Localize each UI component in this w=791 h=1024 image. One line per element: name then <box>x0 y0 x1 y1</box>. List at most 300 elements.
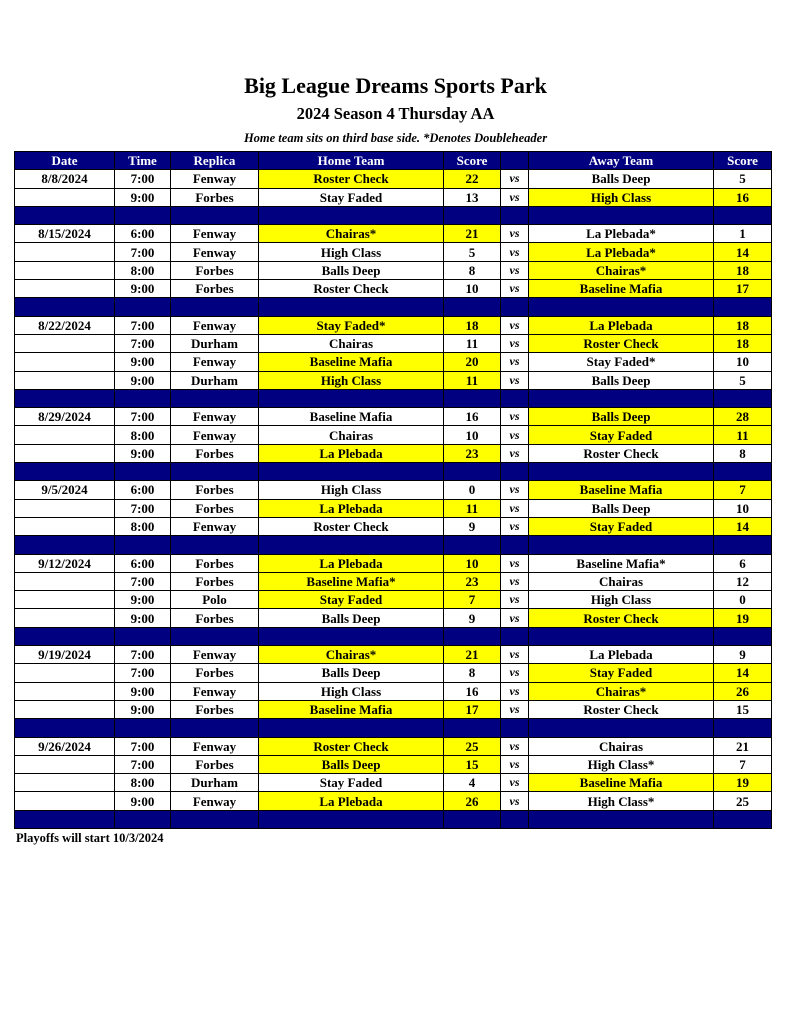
game-date <box>15 426 115 444</box>
away-team: High Class* <box>529 792 714 810</box>
vs-label: vs <box>501 316 529 334</box>
game-date: 9/12/2024 <box>15 554 115 572</box>
separator-cell <box>259 298 444 316</box>
separator-cell <box>15 536 115 554</box>
week-separator <box>15 206 772 224</box>
away-team: Stay Faded* <box>529 353 714 371</box>
vs-label: vs <box>501 572 529 590</box>
col-time: Time <box>115 152 171 170</box>
vs-label: vs <box>501 408 529 426</box>
vs-label: vs <box>501 444 529 462</box>
game-row <box>15 591 772 609</box>
separator-cell <box>444 463 501 481</box>
game-date <box>15 609 115 627</box>
game-row <box>15 243 772 261</box>
home-score: 26 <box>444 792 501 810</box>
home-team: Baseline Mafia <box>259 700 444 718</box>
home-score: 16 <box>444 408 501 426</box>
home-score: 11 <box>444 499 501 517</box>
game-date <box>15 243 115 261</box>
game-row <box>15 188 772 206</box>
game-row <box>15 664 772 682</box>
game-date: 9/26/2024 <box>15 737 115 755</box>
separator-cell <box>714 719 772 737</box>
vs-label: vs <box>501 334 529 352</box>
away-team: La Plebada <box>529 646 714 664</box>
game-field: Durham <box>171 334 259 352</box>
separator-cell <box>501 298 529 316</box>
vs-label: vs <box>501 755 529 773</box>
away-score: 7 <box>714 755 772 773</box>
away-score: 19 <box>714 774 772 792</box>
game-row <box>15 682 772 700</box>
away-score: 25 <box>714 792 772 810</box>
separator-cell <box>15 810 115 828</box>
game-row <box>15 225 772 243</box>
away-score: 18 <box>714 316 772 334</box>
home-score: 17 <box>444 700 501 718</box>
away-team: Roster Check <box>529 334 714 352</box>
home-team: Stay Faded <box>259 188 444 206</box>
away-score: 5 <box>714 170 772 188</box>
game-field: Fenway <box>171 408 259 426</box>
home-team: Balls Deep <box>259 755 444 773</box>
home-score: 25 <box>444 737 501 755</box>
away-score: 10 <box>714 353 772 371</box>
home-score: 10 <box>444 554 501 572</box>
away-team: La Plebada <box>529 316 714 334</box>
separator-cell <box>714 298 772 316</box>
separator-cell <box>259 536 444 554</box>
home-score: 23 <box>444 444 501 462</box>
col-away-score: Score <box>714 152 772 170</box>
game-row <box>15 316 772 334</box>
away-team: Baseline Mafia <box>529 481 714 499</box>
week-separator <box>15 463 772 481</box>
game-row <box>15 755 772 773</box>
away-team: Balls Deep <box>529 170 714 188</box>
away-team: Roster Check <box>529 700 714 718</box>
game-row <box>15 554 772 572</box>
game-date: 8/22/2024 <box>15 316 115 334</box>
game-field: Forbes <box>171 261 259 279</box>
vs-label: vs <box>501 188 529 206</box>
home-team: Roster Check <box>259 280 444 298</box>
game-date <box>15 774 115 792</box>
away-score: 18 <box>714 334 772 352</box>
away-score: 18 <box>714 261 772 279</box>
game-date <box>15 572 115 590</box>
separator-cell <box>444 206 501 224</box>
away-team: La Plebada* <box>529 225 714 243</box>
home-team: High Class <box>259 243 444 261</box>
game-time: 6:00 <box>115 225 171 243</box>
vs-label: vs <box>501 646 529 664</box>
header-row <box>15 152 772 170</box>
home-team: Chairas* <box>259 646 444 664</box>
schedule-body <box>15 170 772 829</box>
page-title: Big League Dreams Sports Park <box>244 73 547 98</box>
game-field: Forbes <box>171 755 259 773</box>
game-field: Fenway <box>171 646 259 664</box>
game-time: 7:00 <box>115 664 171 682</box>
game-date: 9/19/2024 <box>15 646 115 664</box>
home-team: Stay Faded <box>259 591 444 609</box>
separator-cell <box>501 810 529 828</box>
vs-label: vs <box>501 426 529 444</box>
separator-cell <box>501 463 529 481</box>
away-score: 14 <box>714 243 772 261</box>
vs-label: vs <box>501 170 529 188</box>
vs-label: vs <box>501 353 529 371</box>
home-team: La Plebada <box>259 792 444 810</box>
away-score: 14 <box>714 664 772 682</box>
home-score: 21 <box>444 225 501 243</box>
footer-note: Playoffs will start 10/3/2024 <box>16 831 164 845</box>
page-subtitle: 2024 Season 4 Thursday AA <box>296 104 495 123</box>
separator-cell <box>115 719 171 737</box>
separator-cell <box>15 298 115 316</box>
vs-label: vs <box>501 609 529 627</box>
vs-label: vs <box>501 700 529 718</box>
home-team: Stay Faded* <box>259 316 444 334</box>
game-date <box>15 371 115 389</box>
game-field: Fenway <box>171 170 259 188</box>
game-row <box>15 499 772 517</box>
away-score: 0 <box>714 591 772 609</box>
separator-cell <box>15 389 115 407</box>
game-date <box>15 517 115 535</box>
game-field: Fenway <box>171 682 259 700</box>
week-separator <box>15 719 772 737</box>
vs-label: vs <box>501 774 529 792</box>
game-date <box>15 353 115 371</box>
home-team: Baseline Mafia* <box>259 572 444 590</box>
home-team: Stay Faded <box>259 774 444 792</box>
game-time: 9:00 <box>115 371 171 389</box>
away-score: 8 <box>714 444 772 462</box>
game-row <box>15 426 772 444</box>
away-score: 28 <box>714 408 772 426</box>
home-team: La Plebada <box>259 499 444 517</box>
separator-cell <box>171 298 259 316</box>
home-score: 16 <box>444 682 501 700</box>
game-time: 9:00 <box>115 188 171 206</box>
away-score: 19 <box>714 609 772 627</box>
col-date: Date <box>15 152 115 170</box>
vs-label: vs <box>501 591 529 609</box>
separator-cell <box>115 206 171 224</box>
game-date <box>15 792 115 810</box>
separator-cell <box>714 206 772 224</box>
away-score: 11 <box>714 426 772 444</box>
separator-cell <box>714 463 772 481</box>
away-score: 17 <box>714 280 772 298</box>
col-replica: Replica <box>171 152 259 170</box>
game-time: 7:00 <box>115 646 171 664</box>
away-score: 21 <box>714 737 772 755</box>
game-date <box>15 188 115 206</box>
game-time: 9:00 <box>115 609 171 627</box>
home-team: High Class <box>259 481 444 499</box>
game-field: Fenway <box>171 243 259 261</box>
vs-label: vs <box>501 481 529 499</box>
away-team: Chairas* <box>529 682 714 700</box>
vs-label: vs <box>501 261 529 279</box>
game-time: 7:00 <box>115 408 171 426</box>
game-row <box>15 609 772 627</box>
away-team: La Plebada* <box>529 243 714 261</box>
away-score: 5 <box>714 371 772 389</box>
game-time: 8:00 <box>115 261 171 279</box>
separator-cell <box>259 627 444 645</box>
game-field: Forbes <box>171 444 259 462</box>
game-time: 7:00 <box>115 755 171 773</box>
game-field: Fenway <box>171 426 259 444</box>
separator-cell <box>444 389 501 407</box>
game-row <box>15 280 772 298</box>
game-date <box>15 591 115 609</box>
col-vs <box>501 152 529 170</box>
away-team: Roster Check <box>529 609 714 627</box>
separator-cell <box>529 719 714 737</box>
game-row <box>15 408 772 426</box>
home-score: 22 <box>444 170 501 188</box>
separator-cell <box>115 389 171 407</box>
separator-cell <box>714 810 772 828</box>
home-score: 11 <box>444 371 501 389</box>
separator-cell <box>501 627 529 645</box>
separator-cell <box>444 627 501 645</box>
game-row <box>15 481 772 499</box>
away-team: Baseline Mafia <box>529 774 714 792</box>
game-date <box>15 755 115 773</box>
vs-label: vs <box>501 664 529 682</box>
game-field: Forbes <box>171 481 259 499</box>
separator-cell <box>529 206 714 224</box>
col-home-team: Home Team <box>259 152 444 170</box>
separator-cell <box>529 298 714 316</box>
game-time: 9:00 <box>115 591 171 609</box>
home-team: Balls Deep <box>259 609 444 627</box>
game-date <box>15 682 115 700</box>
away-team: Roster Check <box>529 444 714 462</box>
game-time: 6:00 <box>115 554 171 572</box>
home-team: Roster Check <box>259 737 444 755</box>
home-team: La Plebada <box>259 554 444 572</box>
separator-cell <box>529 627 714 645</box>
week-separator <box>15 810 772 828</box>
game-time: 9:00 <box>115 444 171 462</box>
separator-cell <box>15 206 115 224</box>
vs-label: vs <box>501 371 529 389</box>
game-date <box>15 664 115 682</box>
away-team: High Class <box>529 188 714 206</box>
home-score: 4 <box>444 774 501 792</box>
game-time: 6:00 <box>115 481 171 499</box>
home-team: Baseline Mafia <box>259 353 444 371</box>
away-score: 14 <box>714 517 772 535</box>
away-score: 12 <box>714 572 772 590</box>
away-score: 7 <box>714 481 772 499</box>
game-date <box>15 334 115 352</box>
week-separator <box>15 536 772 554</box>
col-home-score: Score <box>444 152 501 170</box>
separator-cell <box>115 298 171 316</box>
separator-cell <box>444 810 501 828</box>
vs-label: vs <box>501 682 529 700</box>
game-date: 9/5/2024 <box>15 481 115 499</box>
home-score: 20 <box>444 353 501 371</box>
game-row <box>15 517 772 535</box>
vs-label: vs <box>501 737 529 755</box>
separator-cell <box>115 810 171 828</box>
game-row <box>15 646 772 664</box>
separator-cell <box>171 206 259 224</box>
schedule-table <box>14 151 772 829</box>
game-field: Fenway <box>171 517 259 535</box>
home-score: 5 <box>444 243 501 261</box>
away-score: 9 <box>714 646 772 664</box>
separator-cell <box>171 463 259 481</box>
game-date <box>15 444 115 462</box>
game-field: Forbes <box>171 280 259 298</box>
vs-label: vs <box>501 243 529 261</box>
vs-label: vs <box>501 499 529 517</box>
separator-cell <box>15 463 115 481</box>
away-team: Balls Deep <box>529 371 714 389</box>
game-field: Fenway <box>171 316 259 334</box>
separator-cell <box>501 389 529 407</box>
vs-label: vs <box>501 225 529 243</box>
vs-label: vs <box>501 792 529 810</box>
game-row <box>15 792 772 810</box>
separator-cell <box>444 298 501 316</box>
separator-cell <box>171 719 259 737</box>
vs-label: vs <box>501 517 529 535</box>
home-team: Chairas <box>259 426 444 444</box>
home-team: High Class <box>259 371 444 389</box>
home-score: 0 <box>444 481 501 499</box>
away-team: Stay Faded <box>529 664 714 682</box>
vs-label: vs <box>501 554 529 572</box>
home-team: Roster Check <box>259 170 444 188</box>
away-team: Baseline Mafia* <box>529 554 714 572</box>
game-time: 8:00 <box>115 517 171 535</box>
separator-cell <box>501 536 529 554</box>
game-field: Polo <box>171 591 259 609</box>
away-team: Stay Faded <box>529 426 714 444</box>
game-date <box>15 700 115 718</box>
separator-cell <box>115 536 171 554</box>
game-time: 9:00 <box>115 353 171 371</box>
separator-cell <box>529 463 714 481</box>
game-time: 8:00 <box>115 774 171 792</box>
home-team: High Class <box>259 682 444 700</box>
home-team: Balls Deep <box>259 261 444 279</box>
away-score: 26 <box>714 682 772 700</box>
game-field: Forbes <box>171 188 259 206</box>
separator-cell <box>15 719 115 737</box>
game-field: Forbes <box>171 572 259 590</box>
home-team: Balls Deep <box>259 664 444 682</box>
away-team: Chairas* <box>529 261 714 279</box>
game-row <box>15 572 772 590</box>
week-separator <box>15 627 772 645</box>
game-field: Durham <box>171 774 259 792</box>
separator-cell <box>529 536 714 554</box>
home-score: 9 <box>444 517 501 535</box>
week-separator <box>15 298 772 316</box>
game-row <box>15 334 772 352</box>
game-field: Forbes <box>171 700 259 718</box>
game-date <box>15 280 115 298</box>
game-field: Forbes <box>171 664 259 682</box>
home-score: 10 <box>444 280 501 298</box>
home-team: La Plebada <box>259 444 444 462</box>
separator-cell <box>171 389 259 407</box>
away-score: 15 <box>714 700 772 718</box>
home-team: Baseline Mafia <box>259 408 444 426</box>
separator-cell <box>529 810 714 828</box>
away-team: High Class <box>529 591 714 609</box>
home-score: 21 <box>444 646 501 664</box>
game-time: 7:00 <box>115 737 171 755</box>
game-field: Fenway <box>171 792 259 810</box>
home-team: Chairas <box>259 334 444 352</box>
separator-cell <box>259 810 444 828</box>
away-team: High Class* <box>529 755 714 773</box>
separator-cell <box>714 389 772 407</box>
game-row <box>15 261 772 279</box>
separator-cell <box>529 389 714 407</box>
game-row <box>15 700 772 718</box>
home-score: 9 <box>444 609 501 627</box>
home-score: 15 <box>444 755 501 773</box>
separator-cell <box>259 206 444 224</box>
game-field: Forbes <box>171 609 259 627</box>
home-score: 8 <box>444 261 501 279</box>
game-field: Durham <box>171 371 259 389</box>
home-score: 10 <box>444 426 501 444</box>
separator-cell <box>444 719 501 737</box>
away-team: Chairas <box>529 572 714 590</box>
game-time: 7:00 <box>115 316 171 334</box>
separator-cell <box>444 536 501 554</box>
game-date <box>15 499 115 517</box>
separator-cell <box>171 536 259 554</box>
home-score: 8 <box>444 664 501 682</box>
separator-cell <box>259 389 444 407</box>
game-row <box>15 353 772 371</box>
game-time: 7:00 <box>115 499 171 517</box>
game-date: 8/15/2024 <box>15 225 115 243</box>
away-team: Chairas <box>529 737 714 755</box>
home-score: 18 <box>444 316 501 334</box>
away-score: 6 <box>714 554 772 572</box>
home-score: 23 <box>444 572 501 590</box>
home-team: Chairas* <box>259 225 444 243</box>
game-field: Fenway <box>171 737 259 755</box>
home-score: 13 <box>444 188 501 206</box>
separator-cell <box>115 463 171 481</box>
away-team: Stay Faded <box>529 517 714 535</box>
vs-label: vs <box>501 280 529 298</box>
page-note: Home team sits on third base side. *Denotes Doubleheader <box>243 131 548 145</box>
game-time: 7:00 <box>115 170 171 188</box>
away-team: Balls Deep <box>529 499 714 517</box>
separator-cell <box>115 627 171 645</box>
